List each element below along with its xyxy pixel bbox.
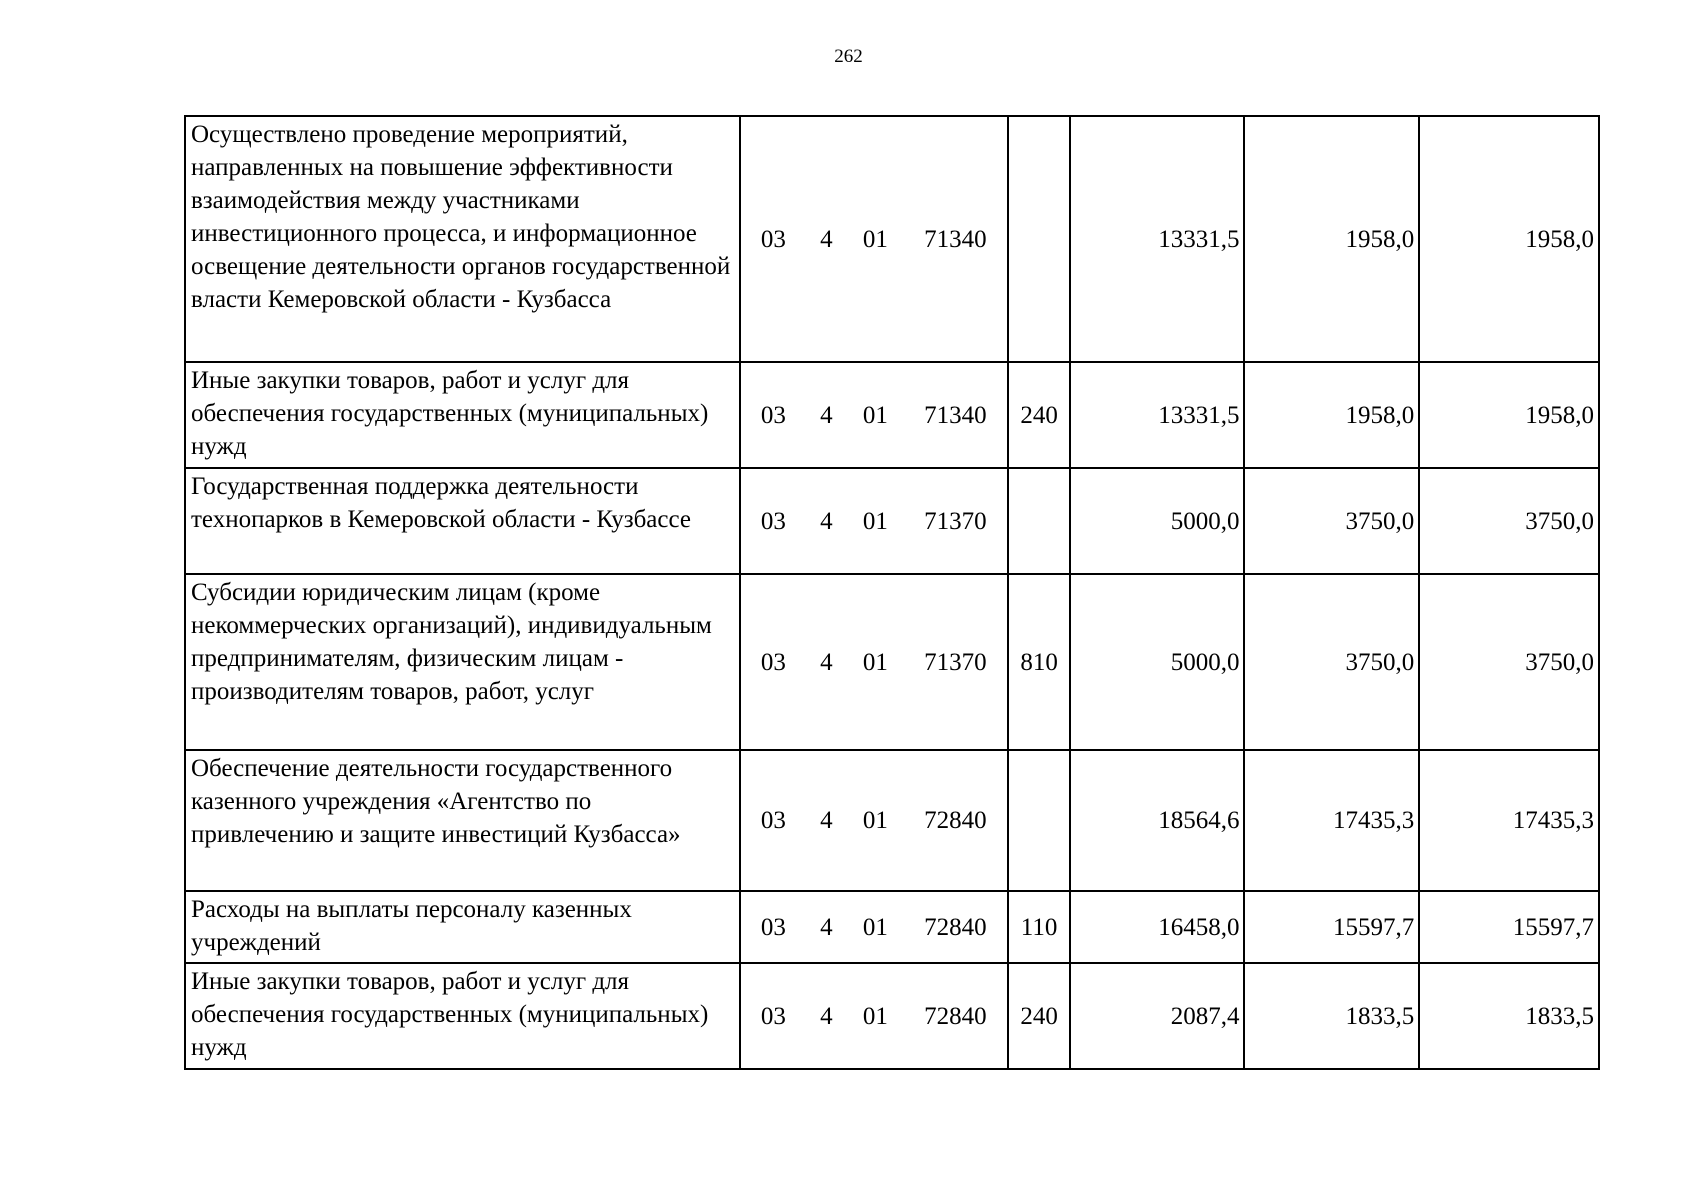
budget-table bbox=[184, 115, 1600, 1070]
expense-name-cell: Осуществлено проведение мероприятий, направленных на повышение эффективности взаимодействия между участниками инвестиционного процесса, и информационное освещение деятельности органов государственной власти Кемеровской области - Кузбасса bbox=[185, 116, 740, 362]
section-code: 03 bbox=[760, 1002, 786, 1030]
amount-year2-cell: 3750,0 bbox=[1244, 468, 1419, 574]
table-row bbox=[185, 963, 1599, 1069]
expense-type-cell bbox=[1008, 468, 1069, 574]
amount-year2-cell: 17435,3 bbox=[1244, 750, 1419, 891]
amount-year1-cell: 2087,4 bbox=[1070, 963, 1245, 1069]
expense-name-cell: Расходы на выплаты персоналу казенных учреждений bbox=[185, 891, 740, 963]
amount-year3-cell: 1833,5 bbox=[1419, 963, 1599, 1069]
program-code: 4 bbox=[820, 648, 833, 676]
amount-year2-cell: 1958,0 bbox=[1244, 362, 1419, 468]
subprogram-code: 01 bbox=[862, 648, 888, 676]
program-code-cell bbox=[740, 362, 1008, 468]
subprogram-code: 01 bbox=[862, 225, 888, 253]
budget-table-body bbox=[185, 116, 1599, 1069]
amount-year1-cell: 13331,5 bbox=[1070, 362, 1245, 468]
table-row bbox=[185, 750, 1599, 891]
program-code: 4 bbox=[820, 1002, 833, 1030]
amount-year3-cell: 3750,0 bbox=[1419, 468, 1599, 574]
amount-year3-cell: 15597,7 bbox=[1419, 891, 1599, 963]
program-code-cell bbox=[740, 468, 1008, 574]
amount-year3-cell: 1958,0 bbox=[1419, 116, 1599, 362]
section-code: 03 bbox=[760, 913, 786, 941]
expense-type-cell bbox=[1008, 750, 1069, 891]
direction-code: 71340 bbox=[924, 401, 987, 429]
amount-year1-cell: 5000,0 bbox=[1070, 468, 1245, 574]
amount-year1-cell: 18564,6 bbox=[1070, 750, 1245, 891]
program-code: 4 bbox=[820, 507, 833, 535]
expense-name-cell: Обеспечение деятельности государственного казенного учреждения «Агентство по привлечению и защите инвестиций Кузбасса» bbox=[185, 750, 740, 891]
subprogram-code: 01 bbox=[862, 807, 888, 834]
program-code: 4 bbox=[820, 807, 833, 834]
program-code: 4 bbox=[820, 225, 833, 253]
direction-code: 72840 bbox=[924, 807, 987, 834]
expense-type-cell: 110 bbox=[1008, 891, 1069, 963]
subprogram-code: 01 bbox=[862, 1002, 888, 1030]
amount-year1-cell: 16458,0 bbox=[1070, 891, 1245, 963]
amount-year3-cell: 1958,0 bbox=[1419, 362, 1599, 468]
amount-year1-cell: 5000,0 bbox=[1070, 574, 1245, 750]
expense-type-cell: 810 bbox=[1008, 574, 1069, 750]
subprogram-code: 01 bbox=[862, 401, 888, 429]
section-code: 03 bbox=[760, 401, 786, 429]
direction-code: 71340 bbox=[924, 225, 987, 253]
table-row bbox=[185, 891, 1599, 963]
amount-year2-cell: 15597,7 bbox=[1244, 891, 1419, 963]
amount-year2-cell: 1958,0 bbox=[1244, 116, 1419, 362]
amount-year1-cell: 13331,5 bbox=[1070, 116, 1245, 362]
section-code: 03 bbox=[760, 648, 786, 676]
table-row bbox=[185, 362, 1599, 468]
subprogram-code: 01 bbox=[862, 507, 888, 535]
expense-type-cell bbox=[1008, 116, 1069, 362]
direction-code: 71370 bbox=[924, 507, 987, 535]
amount-year3-cell: 17435,3 bbox=[1419, 750, 1599, 891]
expense-name-cell: Иные закупки товаров, работ и услуг для обеспечения государственных (муниципальных) нужд bbox=[185, 362, 740, 468]
amount-year3-cell: 3750,0 bbox=[1419, 574, 1599, 750]
section-code: 03 bbox=[760, 807, 786, 834]
program-code-cell bbox=[740, 574, 1008, 750]
expense-type-cell: 240 bbox=[1008, 963, 1069, 1069]
direction-code: 72840 bbox=[924, 913, 987, 941]
amount-year2-cell: 1833,5 bbox=[1244, 963, 1419, 1069]
program-code: 4 bbox=[820, 913, 833, 941]
expense-name-cell: Иные закупки товаров, работ и услуг для обеспечения государственных (муниципальных) нужд bbox=[185, 963, 740, 1069]
program-code-cell bbox=[740, 116, 1008, 362]
program-code-cell bbox=[740, 963, 1008, 1069]
section-code: 03 bbox=[760, 225, 786, 253]
expense-name-cell: Субсидии юридическим лицам (кроме некоммерческих организаций), индивидуальным предпринимателям, физическим лицам - производителям товаров, работ, услуг bbox=[185, 574, 740, 750]
program-code-cell bbox=[740, 891, 1008, 963]
page-number: 262 bbox=[834, 46, 863, 67]
program-code: 4 bbox=[820, 401, 833, 429]
expense-type-cell: 240 bbox=[1008, 362, 1069, 468]
table-row bbox=[185, 116, 1599, 362]
direction-code: 72840 bbox=[924, 1002, 987, 1030]
subprogram-code: 01 bbox=[862, 913, 888, 941]
amount-year2-cell: 3750,0 bbox=[1244, 574, 1419, 750]
section-code: 03 bbox=[760, 507, 786, 535]
direction-code: 71370 bbox=[924, 648, 987, 676]
program-code-cell bbox=[740, 750, 1008, 891]
table-row bbox=[185, 468, 1599, 574]
table-row bbox=[185, 574, 1599, 750]
expense-name-cell: Государственная поддержка деятельности технопарков в Кемеровской области - Кузбассе bbox=[185, 468, 740, 574]
